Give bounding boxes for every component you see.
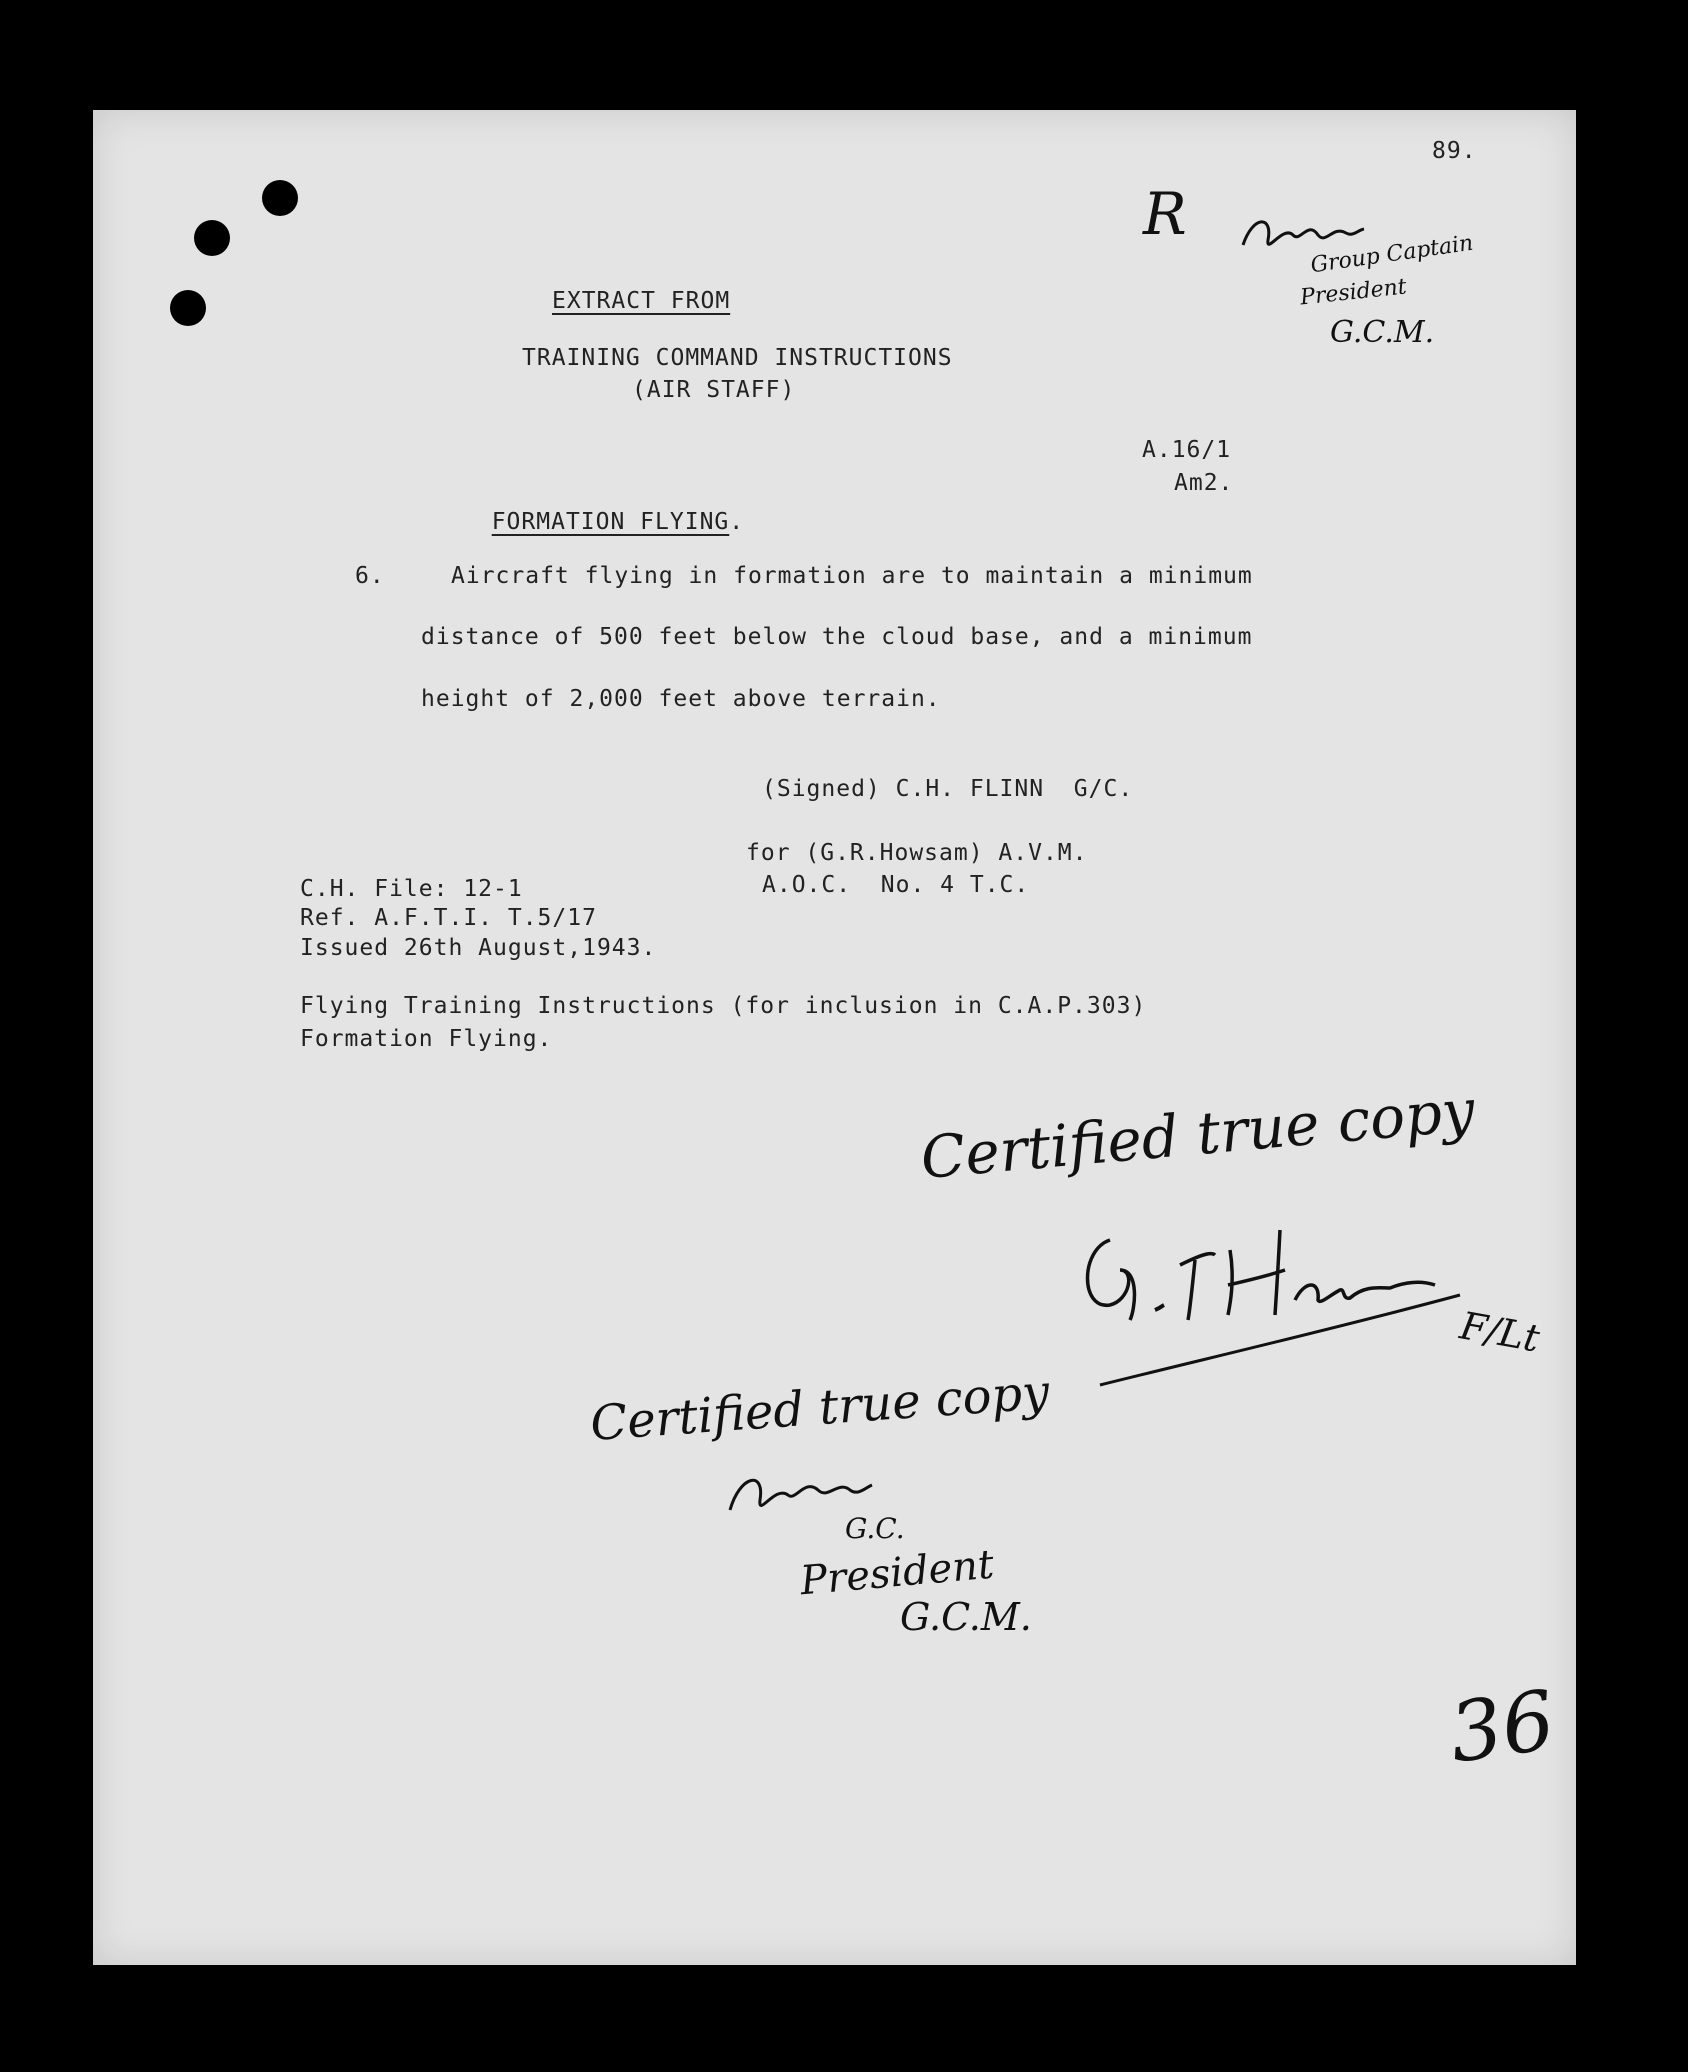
handwritten-rank: G.C.: [845, 1512, 905, 1545]
handwritten-note: G.C.M.: [900, 1595, 1032, 1639]
aoc-line: A.O.C. No. 4 T.C.: [762, 872, 1030, 898]
handwritten-note: Group Captain: [1309, 230, 1475, 279]
header-training-command: TRAINING COMMAND INSTRUCTIONS: [522, 345, 953, 371]
folio-number: 36: [1443, 1673, 1561, 1782]
reference-number: A.16/1: [1142, 437, 1232, 463]
for-line: for (G.R.Howsam) A.V.M.: [746, 840, 1088, 866]
paragraph-line: height of 2,000 feet above terrain.: [421, 686, 941, 712]
handwritten-certified: Certified true copy: [918, 1075, 1478, 1193]
handwritten-initial: R: [1143, 180, 1187, 248]
handwritten-title: President: [798, 1541, 996, 1605]
file-reference: C.H. File: 12-1: [300, 876, 523, 902]
issue-date: Issued 26th August,1943.: [300, 935, 657, 961]
punch-hole: [170, 290, 206, 326]
paragraph-line: Aircraft flying in formation are to maintain a minimum: [451, 563, 1253, 589]
fti-line: Flying Training Instructions (for inclusion in C.A.P.303): [300, 993, 1147, 1019]
signed-line: (Signed) C.H. FLINN G/C.: [762, 776, 1134, 802]
section-title-text: FORMATION FLYING: [491, 509, 730, 535]
section-title-punct: .: [729, 509, 745, 535]
page-number: 89.: [1432, 138, 1477, 164]
paragraph-number: 6.: [355, 563, 385, 589]
paragraph-line: distance of 500 feet below the cloud base, and a minimum: [421, 624, 1253, 650]
handwritten-note: President: [1298, 274, 1408, 311]
handwritten-note: G.C.M.: [1330, 315, 1435, 350]
file-reference: Ref. A.F.T.I. T.5/17: [300, 905, 597, 931]
header-extract-from: EXTRACT FROM: [552, 288, 731, 314]
punch-hole: [262, 180, 298, 216]
reference-amendment: Am2.: [1174, 470, 1234, 496]
punch-hole: [194, 220, 230, 256]
handwritten-signature: [1080, 1210, 1500, 1410]
section-title: [462, 483, 744, 535]
header-air-staff: (AIR STAFF): [632, 377, 796, 403]
fti-line: Formation Flying.: [300, 1026, 553, 1052]
handwritten-rank: F/Lt: [1456, 1303, 1543, 1361]
handwritten-certified: Certified true copy: [588, 1364, 1051, 1452]
